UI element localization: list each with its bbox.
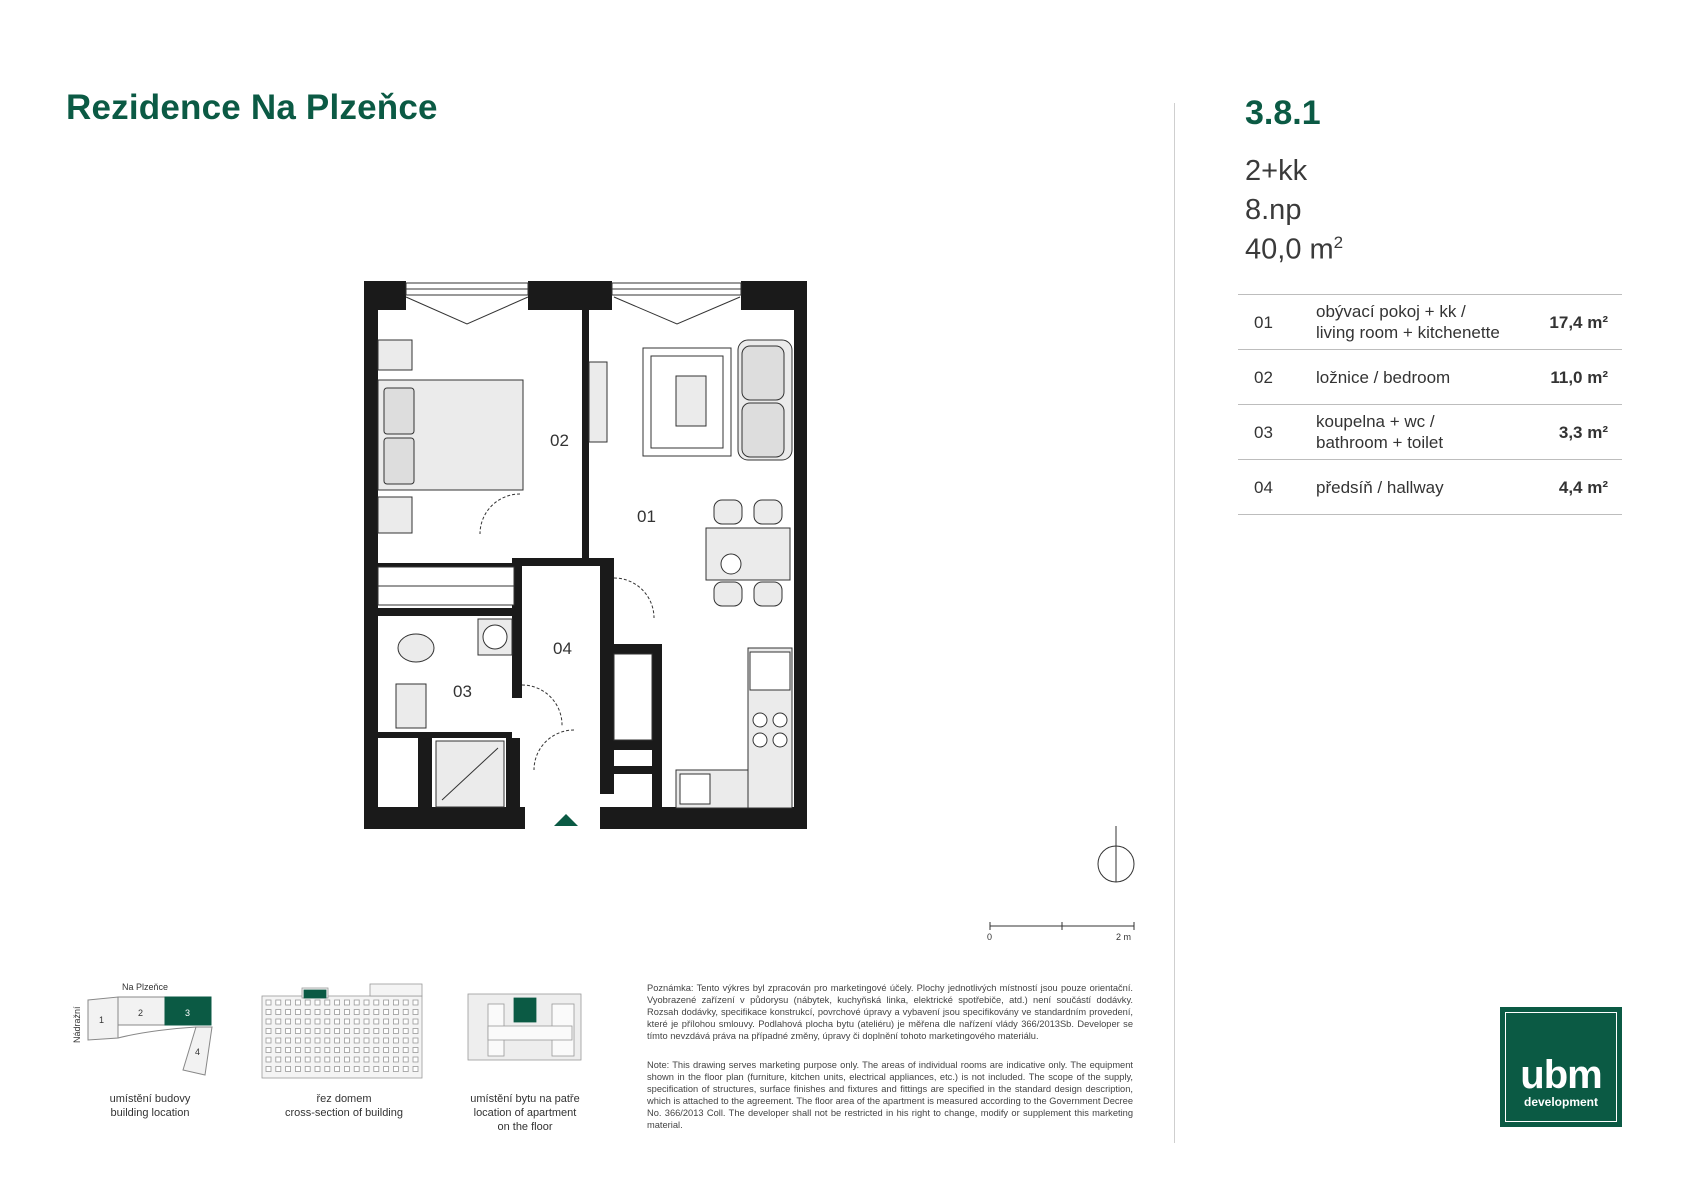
plan-label-04: 04	[553, 639, 572, 658]
room-number: 01	[1254, 312, 1273, 332]
section-window	[325, 1029, 330, 1034]
section-window	[325, 1067, 330, 1072]
section-window	[403, 1038, 408, 1043]
room-area: 3,3 m²	[1558, 422, 1608, 442]
section-window	[413, 1010, 418, 1015]
unit-code: 3.8.1	[1245, 94, 1321, 132]
logo-sub: development	[1523, 1095, 1598, 1109]
section-caption: řez domem cross-section of building	[284, 1093, 403, 1119]
section-window	[335, 1067, 340, 1072]
section-window	[384, 1029, 389, 1034]
unit-area-sup: 2	[1333, 233, 1344, 252]
section-window	[344, 1000, 349, 1005]
section-window	[413, 1067, 418, 1072]
site-plan-caption: umístění budovy building location	[109, 1093, 191, 1119]
ubm-logo	[1500, 1007, 1622, 1127]
section-window	[305, 1067, 310, 1072]
site-building-2: 2	[138, 1008, 144, 1018]
section-window	[374, 1029, 379, 1034]
section-window	[384, 1038, 389, 1043]
section-window	[413, 1038, 418, 1043]
section-window	[403, 1067, 408, 1072]
site-street-top: Na Plzeňce	[122, 982, 169, 992]
site-building-1: 1	[99, 1015, 105, 1025]
floor-plan	[364, 281, 807, 829]
section-window	[354, 1057, 359, 1062]
section-window	[374, 1057, 379, 1062]
section-window	[325, 1000, 330, 1005]
section-window	[364, 1019, 369, 1024]
section-window	[325, 1019, 330, 1024]
section-window	[325, 1010, 330, 1015]
bed	[378, 340, 523, 533]
section-window	[266, 1067, 271, 1072]
room-area: 11,0 m²	[1550, 367, 1608, 387]
section-window	[295, 1067, 300, 1072]
section-window	[354, 1019, 359, 1024]
plan-label-01: 01	[637, 507, 656, 526]
site-plan	[88, 997, 212, 1075]
section-window	[364, 1057, 369, 1062]
unit-layout: 2+kk	[1245, 155, 1308, 187]
section-window	[315, 1029, 320, 1034]
section-window	[335, 1010, 340, 1015]
section-window	[364, 1029, 369, 1034]
room-name: ložnice / bedroom	[1316, 367, 1451, 387]
section-window	[344, 1048, 349, 1053]
section-window	[286, 1067, 291, 1072]
tv-unit	[589, 362, 607, 442]
section-window	[305, 1019, 310, 1024]
section-window	[286, 1000, 291, 1005]
section-window	[393, 1038, 398, 1043]
section-window	[374, 1019, 379, 1024]
section-window	[266, 1057, 271, 1062]
site-building-4: 4	[195, 1047, 201, 1057]
room-name: obývací pokoj + kk / living room + kitchenette	[1316, 302, 1500, 342]
entrance-arrow-icon	[554, 814, 578, 826]
section-window	[295, 1057, 300, 1062]
section-window	[276, 1010, 281, 1015]
section-window	[384, 1057, 389, 1062]
section-window	[354, 1000, 359, 1005]
section-window	[305, 1057, 310, 1062]
section-window	[354, 1029, 359, 1034]
section-window	[266, 1000, 271, 1005]
section-window	[403, 1010, 408, 1015]
section-window	[276, 1019, 281, 1024]
floor-locator	[468, 994, 581, 1060]
section-window	[374, 1010, 379, 1015]
section-window	[295, 1000, 300, 1005]
section-window	[315, 1010, 320, 1015]
section-window	[305, 1048, 310, 1053]
section-window	[335, 1000, 340, 1005]
section-window	[364, 1010, 369, 1015]
section-window	[354, 1010, 359, 1015]
room-number: 03	[1254, 422, 1273, 442]
room-area: 4,4 m²	[1558, 477, 1608, 497]
section-window	[374, 1038, 379, 1043]
section-window	[344, 1010, 349, 1015]
section-window	[325, 1038, 330, 1043]
section-window	[393, 1048, 398, 1053]
room-number: 02	[1254, 367, 1273, 387]
site-building-3: 3	[185, 1008, 191, 1018]
section-window	[403, 1057, 408, 1062]
section-window	[335, 1038, 340, 1043]
section-window	[374, 1067, 379, 1072]
section-window	[413, 1029, 418, 1034]
section-window	[344, 1019, 349, 1024]
section-window	[374, 1000, 379, 1005]
section-window	[276, 1038, 281, 1043]
section-window	[344, 1038, 349, 1043]
section-window	[393, 1029, 398, 1034]
unit-area-value: 40,0 m	[1245, 233, 1334, 266]
section-window	[413, 1000, 418, 1005]
section-window	[305, 1038, 310, 1043]
section-window	[295, 1010, 300, 1015]
section-window	[315, 1048, 320, 1053]
section-window	[305, 1010, 310, 1015]
section-window	[413, 1048, 418, 1053]
scale-start: 0	[987, 932, 993, 942]
room-name: koupelna + wc / bathroom + toilet	[1316, 412, 1444, 452]
section-window	[276, 1000, 281, 1005]
section-window	[354, 1038, 359, 1043]
section-window	[315, 1000, 320, 1005]
plan-label-02: 02	[550, 431, 569, 450]
section-window	[403, 1048, 408, 1053]
section-window	[384, 1000, 389, 1005]
section-window	[315, 1067, 320, 1072]
section-window	[413, 1057, 418, 1062]
section-window	[315, 1019, 320, 1024]
section-window	[344, 1029, 349, 1034]
section-window	[403, 1029, 408, 1034]
section-window	[393, 1010, 398, 1015]
section-window	[393, 1057, 398, 1062]
section-window	[335, 1019, 340, 1024]
section-window	[276, 1029, 281, 1034]
section-window	[354, 1048, 359, 1053]
section-window	[384, 1019, 389, 1024]
section-window	[286, 1038, 291, 1043]
section-window	[286, 1029, 291, 1034]
section-window	[286, 1048, 291, 1053]
section-window	[364, 1048, 369, 1053]
logo-word: ubm	[1520, 1053, 1602, 1097]
section-window	[276, 1057, 281, 1062]
section-window	[335, 1057, 340, 1062]
section-window	[384, 1010, 389, 1015]
scale-bar	[990, 922, 1134, 930]
rug-and-table	[643, 348, 731, 456]
section-window	[335, 1029, 340, 1034]
site-street-left: Nádražní	[72, 1006, 82, 1043]
bathroom-fixtures	[396, 619, 512, 807]
project-title: Rezidence Na Plzeňce	[66, 88, 438, 127]
section-window	[384, 1067, 389, 1072]
section-window	[266, 1010, 271, 1015]
section-window	[393, 1019, 398, 1024]
section-window	[364, 1067, 369, 1072]
sofa	[738, 340, 792, 460]
building-section	[262, 984, 422, 1078]
section-window	[335, 1048, 340, 1053]
unit-floor: 8.np	[1245, 194, 1302, 226]
section-window	[364, 1000, 369, 1005]
section-window	[286, 1057, 291, 1062]
room-area: 17,4 m²	[1549, 312, 1608, 332]
section-window	[315, 1057, 320, 1062]
section-window	[354, 1067, 359, 1072]
section-window	[344, 1067, 349, 1072]
section-window	[393, 1000, 398, 1005]
section-window	[393, 1067, 398, 1072]
section-window	[413, 1019, 418, 1024]
section-window	[325, 1048, 330, 1053]
section-window	[286, 1019, 291, 1024]
section-window	[266, 1048, 271, 1053]
section-window	[286, 1010, 291, 1015]
floor-caption: umístění bytu na patře location of apartment on the floor	[470, 1093, 580, 1133]
section-window	[266, 1038, 271, 1043]
section-window	[305, 1000, 310, 1005]
wardrobe	[378, 567, 514, 605]
section-window	[374, 1048, 379, 1053]
section-window	[295, 1038, 300, 1043]
kitchen	[676, 648, 792, 808]
plan-label-03: 03	[453, 682, 472, 701]
section-window	[403, 1019, 408, 1024]
section-window	[384, 1048, 389, 1053]
room-name: předsíň / hallway	[1316, 477, 1444, 497]
section-window	[276, 1067, 281, 1072]
section-window	[266, 1029, 271, 1034]
section-window	[315, 1038, 320, 1043]
section-window	[403, 1000, 408, 1005]
section-window	[266, 1019, 271, 1024]
section-window	[295, 1029, 300, 1034]
note-english: Note: This drawing serves marketing purpose only. The areas of individual rooms are indicative only. The equipment shown in the floor plan (furniture, kitchen units, electrical appliances, etc.) is not included. The scope of the supply, specification of structures, surface finishes and fixtures and fittings are specified in the standard design description, which is attached to the agreement. The floor area of the apartment is measured according to the Government Decree No. 366/2013 Coll. The developer shall not be restricted in his right to change, modify or supplement this marketing material.	[647, 1060, 1133, 1130]
room-number: 04	[1254, 477, 1273, 497]
section-window	[305, 1029, 310, 1034]
section-window	[276, 1048, 281, 1053]
section-window	[364, 1038, 369, 1043]
dining-set	[706, 500, 790, 606]
note-czech: Poznámka: Tento výkres byl zpracován pro marketingové účely. Plochy jednotlivých místností jsou pouze orientační. Vyobrazené zařízení v půdorysu (nábytek, kuchyňská linka, elektrické spotřebiče, atd.) není součástí dodávky. Rozsah dodávky, specifikace konstrukcí, povrchové úpravy a vybavení jsou specifikovány ve standardním provedení, které je přílohou smlouvy. Podlahová plocha bytu (ateliéru) je měřena dle nařízení vlády 366/2013Sb. Developer se tímto nevzdává práva na případné změny, úpravy či doplnění tohoto marketingového materiálu.	[647, 983, 1133, 1041]
north-arrow-icon	[1098, 826, 1134, 882]
section-window	[344, 1057, 349, 1062]
section-window	[295, 1019, 300, 1024]
section-window	[295, 1048, 300, 1053]
section-window	[325, 1057, 330, 1062]
scale-end: 2 m	[1116, 932, 1132, 942]
hall-wardrobe	[614, 654, 652, 740]
